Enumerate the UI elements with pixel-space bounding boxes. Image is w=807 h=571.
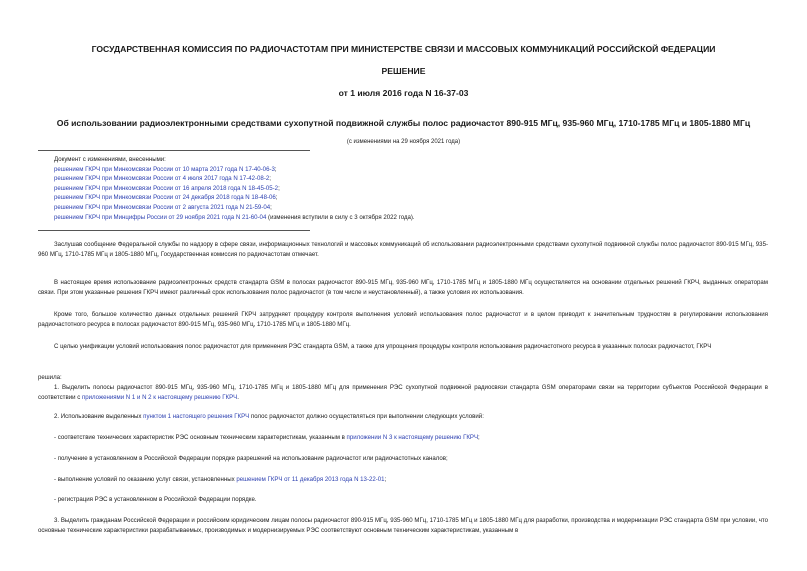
point-1-link[interactable]: пунктом 1 настоящего решения ГКРЧ	[143, 413, 250, 420]
item-1: 1. Выделить полосы радиочастот 890-915 МГц, 935-960 МГц, 1710-1785 МГц и 1805-1880 МГц для применения РЭС сухопутной подвижной радиосвязи стандарта GSM операторами связи на территории субъектов Российской Федерации в соответствии с приложениями N 1 и N 2 к настоящему решению ГКРЧ.	[38, 384, 768, 401]
item-2: 2. Использование выделенных пунктом 1 настоящего решения ГКРЧ полос радиочастот должно осуществляться при выполнении следующих условий:	[54, 413, 484, 420]
document-type: РЕШЕНИЕ	[381, 66, 426, 76]
amendments-list	[54, 155, 415, 222]
amendment-link[interactable]: решением ГКРЧ при Минкомсвязи России от 24 декабря 2018 года N 18-48-06	[54, 194, 276, 202]
amendment-note: (с изменениями на 29 ноября 2021 года)	[346, 139, 461, 145]
document-subject: Об использовании радиоэлектронными средствами сухопутной подвижной службы полос радиочастот 890-915 МГц, 935-960 МГц, 1710-1785 МГц и 1805-1880 МГц	[56, 118, 751, 128]
condition-2: - получение в установленном в Российской Федерации порядке разрешений на использование радиочастот или радиочастотных каналов;	[54, 455, 448, 462]
amendment-link[interactable]: решением ГКРЧ при Минкомсвязи России от 2 августа 2021 года N 21-59-04	[54, 203, 271, 211]
annex-3-link[interactable]: приложении N 3 к настоящему решению ГКРЧ	[346, 434, 479, 441]
divider-bottom	[38, 230, 310, 231]
condition-1: - соответствие технических характеристик РЭС основным техническим характеристикам, указанным в приложении N 3 к настоящему решению ГКРЧ;	[54, 434, 480, 441]
amendment-item: решением ГКРЧ при Минкомсвязи России от 10 марта 2017 года N 17-40-06-3;	[54, 165, 277, 173]
amendment-item: решением ГКРЧ при Минкомсвязи России от 16 апреля 2018 года N 18-45-05-2;	[54, 184, 280, 192]
amendment-item: решением ГКРЧ при Минкомсвязи России от 2 августа 2021 года N 21-59-04;	[54, 203, 272, 211]
paragraph-2: В настоящее время использование радиоэлектронных средств стандарта GSM в полосах радиочастот 890-915 МГц, 935-960 МГц, 1710-1785 МГц и 1805-1880 МГц осуществляется на основании отдельных решений ГКРЧ, выданных операторам связи. При этом указанные решения ГКРЧ имеют различный срок использования полос радиочастот (в том числе и неустановленный), а также условия их использования.	[38, 279, 768, 296]
amendment-link[interactable]: решением ГКРЧ при Минцифры России от 29 ноября 2021 года N 21-60-04	[54, 213, 267, 221]
annex-1-2-link[interactable]: приложениями N 1 и N 2 к настоящему решению ГКРЧ	[81, 393, 238, 401]
paragraph-4: С целью унификации условий использования полос радиочастот для применения РЭС стандарта GSM, а также для упрощения процедуры контроля использования радиочастотного ресурса в указанных полосах радиочастот, ГКРЧ	[54, 343, 712, 350]
amendment-item: решением ГКРЧ при Минкомсвязи России от 4 июля 2017 года N 17-42-08-2;	[54, 175, 271, 183]
condition-3: - выполнение условий по оказанию услуг связи, установленных решением ГКРЧ от 11 декабря 2013 года N 13-22-01;	[54, 476, 387, 483]
amendment-link[interactable]: решением ГКРЧ при Минкомсвязи России от 16 апреля 2018 года N 18-45-05-2	[54, 184, 279, 192]
paragraph-1: Заслушав сообщение Федеральной службы по надзору в сфере связи, информационных технологий и массовых коммуникаций об использовании радиоэлектронными средствами сухопутной подвижной службы полос радиочастот 890-915 МГц, 935-960 МГц, 1710-1785 МГц и 1805-1880 МГц, Государственная комиссия по радиочастотам отмечает.	[38, 241, 768, 258]
issuing-authority: ГОСУДАРСТВЕННАЯ КОМИССИЯ ПО РАДИОЧАСТОТАМ ПРИ МИНИСТЕРСТВЕ СВЯЗИ И МАССОВЫХ КОММУНИКАЦИЙ РОССИЙСКОЙ ФЕДЕРАЦИИ	[91, 44, 716, 54]
amendment-link[interactable]: решением ГКРЧ при Минкомсвязи России от 10 марта 2017 года N 17-40-06-3	[54, 165, 275, 173]
amendment-link[interactable]: решением ГКРЧ при Минкомсвязи России от 4 июля 2017 года N 17-42-08-2	[54, 175, 270, 183]
paragraph-3: Кроме того, большое количество данных отдельных решений ГКРЧ затрудняет процедуру контроля выполнения условий использования полос радиочастот и в целом приводит к значительным трудностям в регулировании использования радиочастотного ресурса в полосах радиочастот 890-915 МГц, 935-960 МГц, 1710-1785 МГц и 1805-1880 МГц.	[38, 311, 768, 328]
decided-label: решила:	[38, 374, 62, 381]
amendment-item: решением ГКРЧ при Минцифры России от 29 ноября 2021 года N 21-60-04 (изменения вступили в силу с 3 октября 2022 года).	[54, 213, 415, 221]
item-3: 3. Выделить гражданам Российской Федерации и российским юридическим лицам полосы радиочастот 890-915 МГц, 935-960 МГц, 1710-1785 МГц и 1805-1880 МГц для разработки, производства и модернизации РЭС стандарта GSM при условии, что основные технические характеристики разрабатываемых, производимых и модернизируемых РЭС соответствуют основным техническим характеристикам, указанным в	[38, 517, 768, 534]
amendments-intro: Документ с изменениями, внесенными:	[54, 156, 166, 163]
condition-4: - регистрация РЭС в установленном в Российской Федерации порядке.	[54, 496, 257, 503]
decision-13-22-01-link[interactable]: решением ГКРЧ от 11 декабря 2013 года N 13-22-01	[236, 476, 385, 483]
divider-top	[38, 150, 310, 151]
document-date-number: от 1 июля 2016 года N 16-37-03	[338, 88, 469, 98]
amendment-item: решением ГКРЧ при Минкомсвязи России от 24 декабря 2018 года N 18-48-06;	[54, 194, 278, 202]
